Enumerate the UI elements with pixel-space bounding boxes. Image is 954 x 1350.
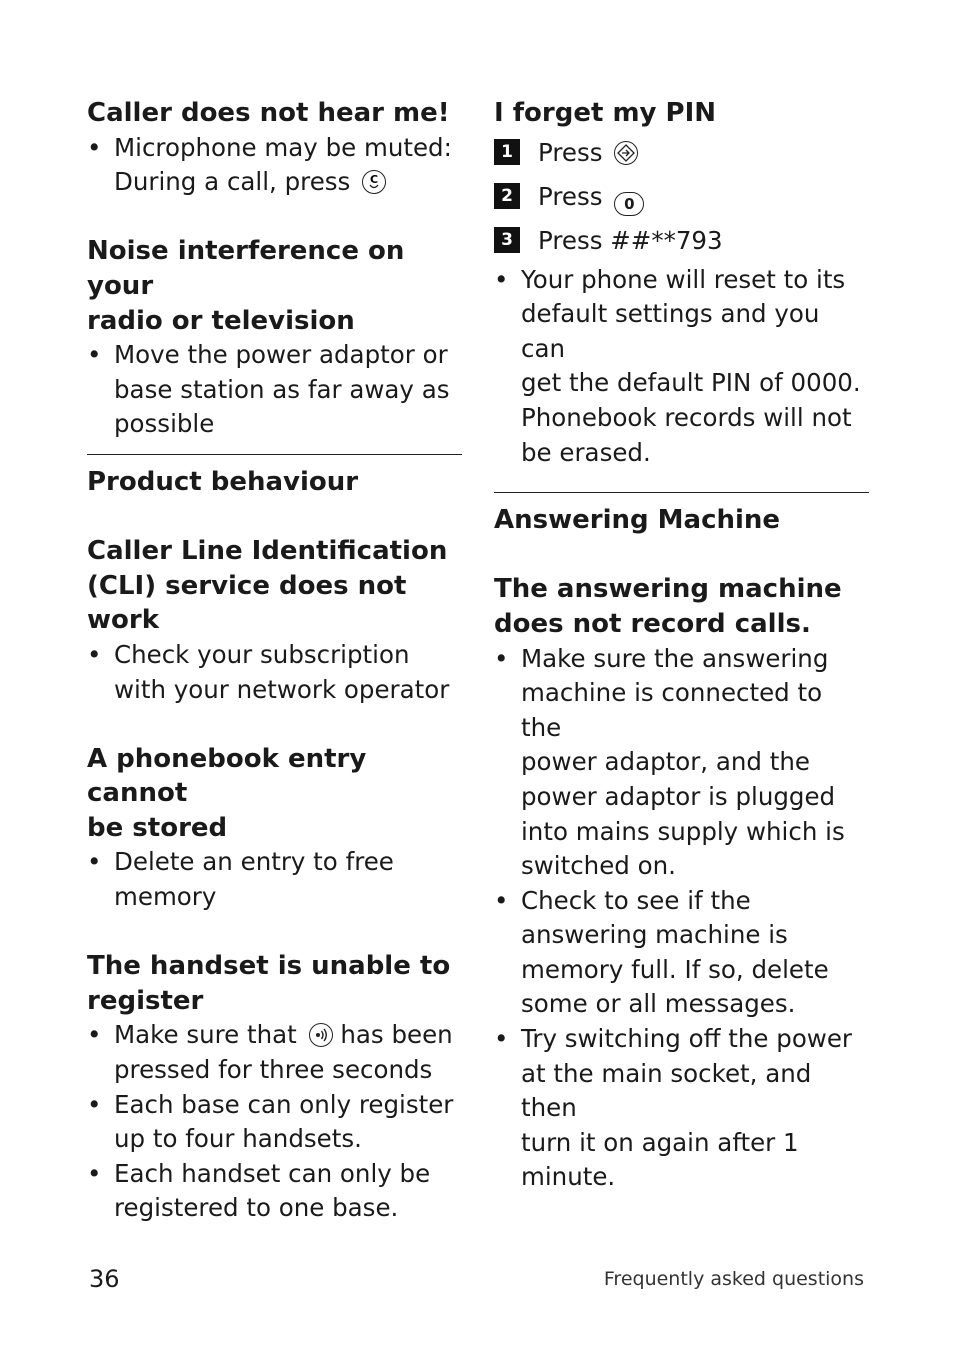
- bullet-phone-reset: [494, 263, 869, 471]
- step-3: [494, 219, 869, 263]
- heading-am-not-record-2: does not record calls.: [494, 608, 811, 639]
- bullet-line: Delete an entry to free: [114, 847, 394, 877]
- bullet-power-cycle: [494, 1022, 869, 1195]
- heading-phonebook: A phonebook entry cannot: [87, 743, 367, 809]
- bullet-line: Phonebook records will not: [521, 402, 852, 432]
- bullet-line: has been: [340, 1020, 453, 1050]
- bullet-line: power adaptor is plugged: [521, 781, 836, 811]
- bullet-line: Each base can only register: [114, 1089, 454, 1119]
- bullet-line: into mains supply which is: [521, 816, 845, 846]
- bullet-microphone-muted: [87, 131, 462, 200]
- heading-cli-3: work: [87, 605, 159, 636]
- step-1: [494, 131, 869, 175]
- bullet-line: machine is connected to the: [521, 678, 823, 742]
- bullet-line: base station as far away as: [114, 374, 450, 404]
- bullet-line: possible: [114, 409, 215, 439]
- menu-nav-key-icon: [614, 141, 638, 165]
- heading-forget-pin: I forget my PIN: [494, 98, 717, 128]
- heading-caller-not-hear: Caller does not hear me!: [87, 98, 450, 128]
- bullet-line: Each handset can only be: [114, 1158, 431, 1188]
- bullet-check-subscription: [87, 638, 462, 707]
- right-column: [494, 96, 869, 1195]
- heading-cli: Caller Line Identification: [87, 536, 448, 567]
- bullet-line: Make sure the answering: [521, 643, 829, 673]
- bullet-line: switched on.: [521, 851, 676, 881]
- bullet-line: Your phone will reset to its: [521, 264, 846, 294]
- bullet-line: pressed for three seconds: [114, 1055, 433, 1085]
- heading-cli-2: (CLI) service does not: [87, 570, 407, 601]
- left-column: [87, 96, 462, 1226]
- bullet-line: Move the power adaptor or: [114, 340, 448, 370]
- svg-text:C: C: [370, 173, 379, 187]
- heading-noise: Noise interference on your: [87, 236, 405, 301]
- paging-key-icon: [309, 1023, 333, 1047]
- bullet-base-limit: [87, 1088, 462, 1157]
- section-title-product-behaviour: Product behaviour: [87, 466, 359, 497]
- bullet-line: be erased.: [521, 437, 651, 467]
- step-number: 3: [494, 227, 520, 253]
- bullet-memory-full: [494, 884, 869, 1022]
- bullet-line: During a call, press: [114, 167, 351, 197]
- step-text: Press ##**793: [538, 225, 723, 255]
- bullet-line: Microphone may be muted:: [114, 132, 452, 162]
- step-number: 2: [494, 183, 520, 209]
- bullet-line: turn it on again after 1: [521, 1127, 799, 1157]
- step-text: Press: [538, 137, 603, 167]
- section-divider: [87, 454, 462, 455]
- bullet-line: Try switching off the power: [521, 1024, 852, 1054]
- bullet-line: memory: [114, 882, 217, 912]
- heading-am-not-record: The answering machine: [494, 574, 842, 605]
- bullet-line: some or all messages.: [521, 989, 796, 1019]
- heading-register-2: register: [87, 985, 204, 1016]
- section-title-answering-machine: Answering Machine: [494, 505, 781, 536]
- bullet-line: default settings and you can: [521, 299, 820, 363]
- step-2: [494, 175, 869, 219]
- page-number: 36: [89, 1265, 120, 1293]
- mute-c-key-icon: [362, 170, 386, 194]
- bullet-line: Make sure that: [114, 1020, 297, 1050]
- bullet-line: minute.: [521, 1162, 616, 1192]
- bullet-move-adaptor: [87, 338, 462, 442]
- bullet-line: get the default PIN of 0000.: [521, 368, 861, 398]
- heading-phonebook-2: be stored: [87, 812, 228, 843]
- step-number: 1: [494, 139, 520, 165]
- bullet-line: power adaptor, and the: [521, 747, 810, 777]
- bullet-line: up to four handsets.: [114, 1124, 362, 1154]
- step-text: Press: [538, 181, 603, 211]
- bullet-handset-limit: [87, 1157, 462, 1226]
- bullet-line: registered to one base.: [114, 1193, 399, 1223]
- zero-key-icon: 0: [614, 192, 644, 216]
- bullet-line: with your network operator: [114, 674, 450, 704]
- footer-section-title: Frequently asked questions: [603, 1268, 864, 1290]
- section-divider: [494, 492, 869, 493]
- bullet-line: answering machine is: [521, 920, 788, 950]
- bullet-line: at the main socket, and then: [521, 1058, 812, 1123]
- heading-register: The handset is unable to: [87, 951, 451, 982]
- heading-noise-2: radio or television: [87, 305, 355, 336]
- bullet-line: Check your subscription: [114, 639, 410, 669]
- bullet-check-connection: [494, 642, 869, 884]
- bullet-line: Check to see if the: [521, 885, 751, 915]
- bullet-line: memory full. If so, delete: [521, 954, 829, 984]
- bullet-press-page: [87, 1018, 462, 1087]
- bullet-delete-entry: [87, 845, 462, 914]
